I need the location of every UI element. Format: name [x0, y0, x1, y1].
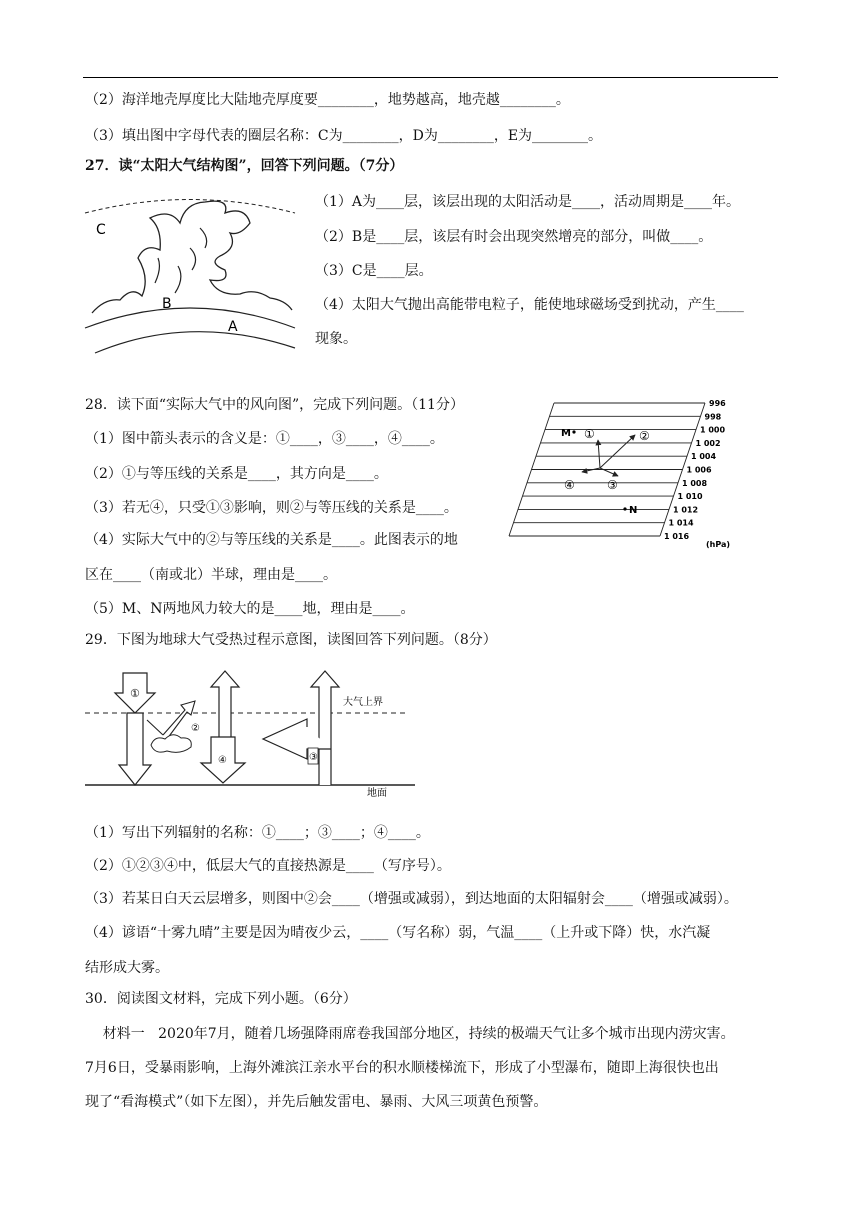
- q30-title: 30．阅读图文材料，完成下列小题。（6分）: [85, 991, 357, 1007]
- fig-arrow-1-label: ①: [130, 687, 140, 700]
- q28-title: 28．读下面“实际大气中的风向图”，完成下列问题。（11分）: [85, 397, 464, 413]
- q29-item-1: （1）写出下列辐射的名称：①____；③____；④____。: [85, 825, 430, 841]
- arrow-1-label: ①: [584, 427, 595, 441]
- q29-item-3: （3）若某日白天云层增多，则图中②会____（增强或减弱），到达地面的太阳辐射会____（增强或减弱）。: [85, 891, 738, 907]
- arrow-4-label: ④: [564, 478, 575, 492]
- arrow-2-label: ②: [639, 429, 650, 443]
- q27-item-4-cont: 现象。: [315, 331, 357, 347]
- fig-arrow-3-label: ③: [309, 752, 318, 763]
- isobar-label: 1 012: [673, 505, 699, 515]
- q29-item-4-cont: 结形成大雾。: [85, 960, 169, 976]
- isobar-labels: [664, 399, 726, 541]
- q29-item-2: （2）①②③④中，低层大气的直接热源是____（写序号）。: [85, 858, 451, 874]
- q30-material-3: 现了“看海模式”（如下左图），并先后触发雷电、暴雨、大风三项黄色预警。: [85, 1094, 548, 1110]
- atmosphere-heating-figure: [85, 665, 415, 800]
- q28-item-5: （5）M、N两地风力较大的是____地，理由是____。: [85, 601, 415, 617]
- fig-arrow-4-label: ④: [218, 755, 227, 766]
- q27-item-4: （4）太阳大气抛出高能带电粒子，能使地球磁场受到扰动，产生____: [315, 297, 744, 313]
- header-rule: [83, 77, 778, 78]
- isobar-label: 996: [709, 399, 726, 408]
- q27-item-3: （3）C是____层。: [315, 263, 433, 279]
- isobar-label: 1 016: [664, 532, 690, 541]
- cloud-icon: [151, 735, 191, 753]
- isobar-label: 1 014: [668, 518, 694, 528]
- fig-arrow-2-label: ②: [191, 723, 200, 734]
- point-n: [623, 507, 626, 510]
- q30-material-1: 材料一 2020年7月，随着几场强降雨席卷我国部分地区，持续的极端天气让多个城市出现内涝灾害。: [85, 1026, 735, 1042]
- arrow-1-body: [119, 713, 151, 785]
- label-a: A: [228, 319, 238, 335]
- arrow-2-shape: [147, 701, 195, 739]
- point-m-label: M: [561, 428, 571, 439]
- isobar-label: 1 008: [682, 478, 708, 488]
- q27-item-1: （1）A为____层，该层出现的太阳活动是____，活动周期是____年。: [315, 194, 741, 210]
- q29-item-4: （4）谚语“十雾九晴”主要是因为晴夜少云，____（写名称）弱，气温____（上升或下降）快，水汽凝: [85, 925, 711, 941]
- q28-item-4: （4）实际大气中的②与等压线的关系是____。此图表示的地: [85, 532, 458, 548]
- isobar-label: 1 006: [686, 465, 712, 475]
- q30-material-2: 7月6日，受暴雨影响，上海外滩滨江亲水平台的积水顺楼梯流下，形成了小型瀑布，随即上海很快也出: [85, 1060, 719, 1076]
- q26-line-3: （3）填出图中字母代表的圈层名称：C为________，D为________，E为________。: [85, 128, 603, 144]
- label-c: C: [96, 222, 106, 238]
- q27-title: 27．读“太阳大气结构图”，回答下列问题。（7分）: [85, 158, 404, 174]
- label-b: B: [162, 296, 172, 312]
- solar-atmosphere-figure: [80, 188, 305, 358]
- ground-label: 地面: [367, 788, 387, 799]
- q28-item-4-cont: 区在____（南或北）半球，理由是____。: [85, 567, 337, 583]
- arrow-4: [582, 468, 600, 472]
- q28-item-1: （1）图中箭头表示的含义是：①____，③____，④____。: [85, 431, 444, 447]
- wind-direction-figure: [500, 393, 770, 553]
- isobar-label: 1 002: [695, 438, 721, 448]
- isobar-label: 1 004: [691, 452, 717, 462]
- arrow-3-up: [311, 671, 339, 785]
- q29-title: 29．下图为地球大气受热过程示意图，读图回答下列问题。（8分）: [85, 632, 497, 648]
- atmosphere-top-label: 大气上界: [343, 697, 383, 708]
- isobar-label: 1 010: [677, 492, 703, 502]
- arrow-2: [600, 435, 635, 468]
- isobar-label: 1 000: [700, 425, 726, 435]
- q27-item-2: （2）B是____层，该层有时会出现突然增亮的部分，叫做____。: [315, 229, 713, 245]
- arrow-1: [598, 440, 600, 468]
- q26-line-2: （2）海洋地壳厚度比大陆地壳厚度要________，地势越高，地壳越________。: [85, 92, 570, 108]
- q28-item-2: （2）①与等压线的关系是____，其方向是____。: [85, 466, 388, 482]
- point-n-label: N: [629, 505, 638, 516]
- unit-label: (hPa): [706, 540, 731, 549]
- q28-item-3: （3）若无④，只受①③影响，则②与等压线的关系是____。: [85, 500, 458, 516]
- isobar-label: 998: [704, 412, 722, 422]
- point-m: [572, 430, 575, 433]
- arrow-3-label: ③: [607, 478, 618, 492]
